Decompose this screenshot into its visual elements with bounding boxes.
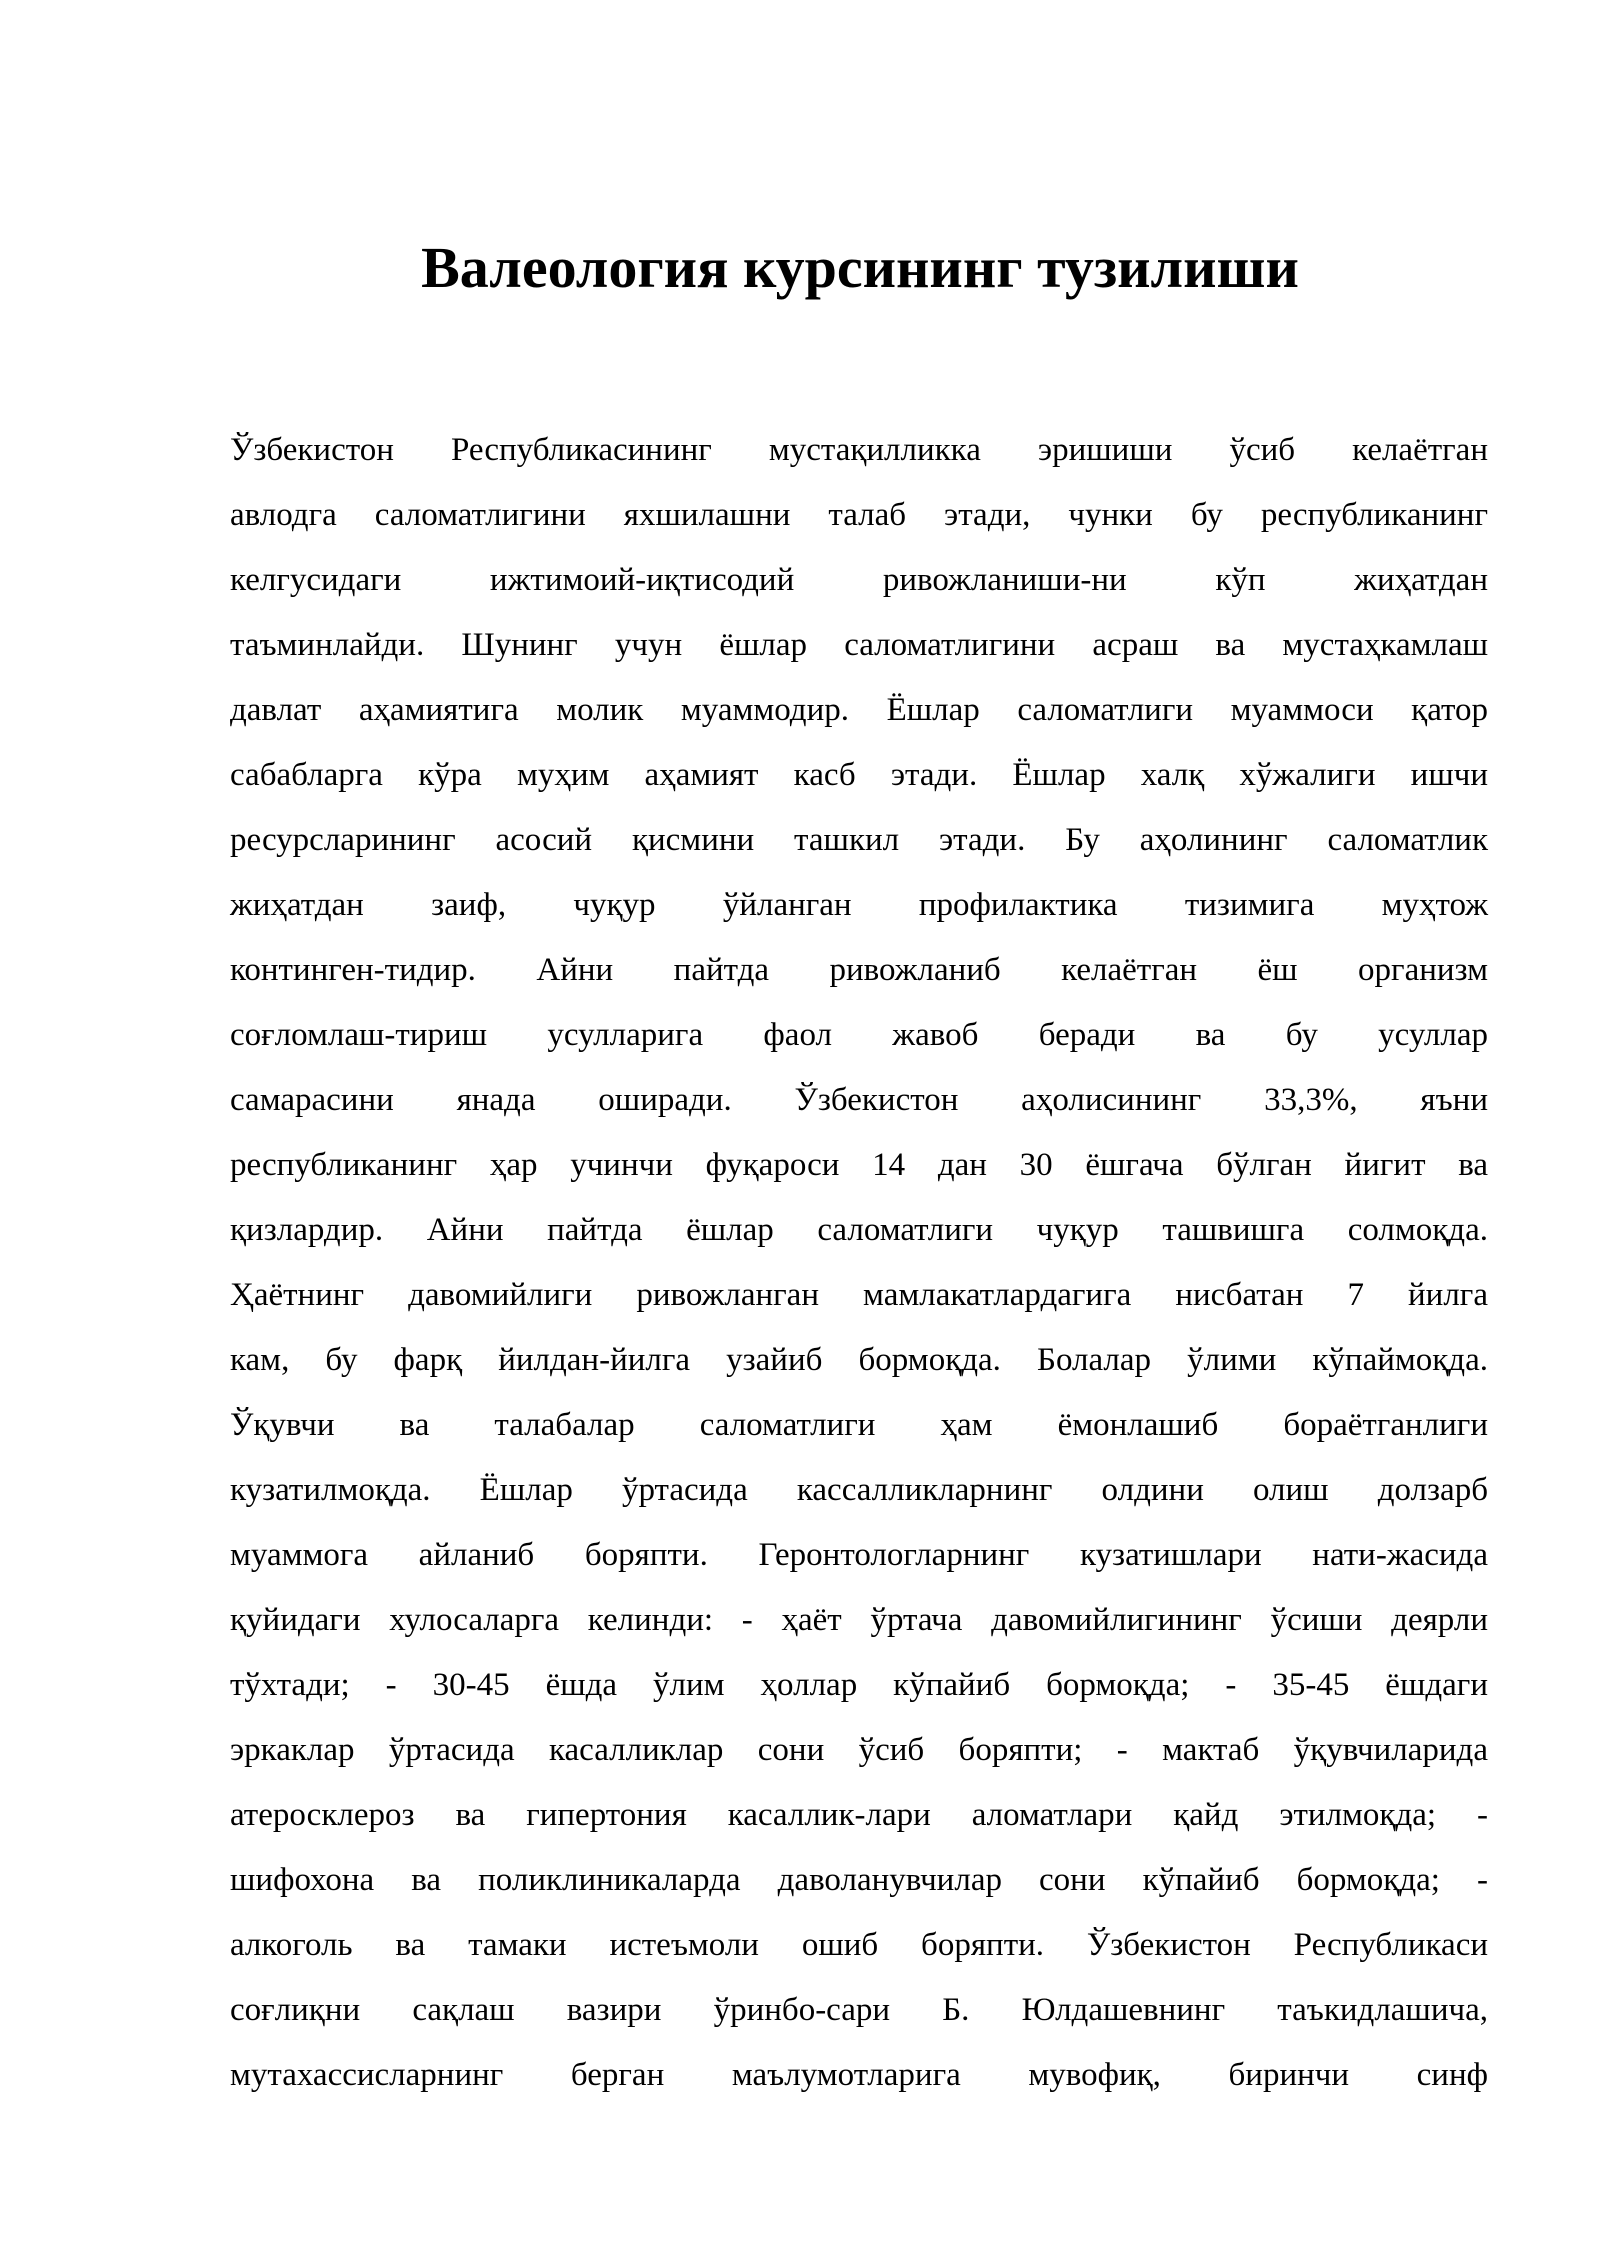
text-line: келгусидаги ижтимоий-иқтисодий ривожланиши-ни кўп жиҳатдан (230, 562, 1488, 598)
text-line: самарасини янада оширади. Ўзбекистон аҳолисининг 33,3%, яъни (230, 1082, 1488, 1118)
text-line: таъминлайди. Шунинг учун ёшлар саломатлигини асраш ва мустаҳкамлаш (230, 627, 1488, 663)
text-line: Ўзбекистон Республикасининг мустақилликка эришиши ўсиб келаётган (230, 432, 1488, 468)
text-line: давлат аҳамиятига молик муаммодир. Ёшлар саломатлиги муаммоси қатор (230, 692, 1488, 728)
text-line: атеросклероз ва гипертония касаллик-лари аломатлари қайд этилмоқда; - (230, 1797, 1488, 1833)
text-line: Ҳаётнинг давомийлиги ривожланган мамлакатлардагига нисбатан 7 йилга (230, 1277, 1488, 1313)
text-line: алкоголь ва тамаки истеъмоли ошиб боряпти. Ўзбекистон Республикаси (230, 1927, 1488, 1963)
text-line: континген-тидир. Айни пайтда ривожланиб келаётган ёш организм (230, 952, 1488, 988)
page-title: Валеология курсининг тузилиши (421, 235, 1299, 300)
body-paragraph (230, 418, 1488, 2108)
text-line: сабабларга кўра муҳим аҳамият касб этади. Ёшлар халқ хўжалиги ишчи (230, 757, 1488, 793)
text-line: соғлиқни сақлаш вазири ўринбо-сари Б. Юлдашевнинг таъкидлашича, (230, 1992, 1488, 2028)
text-line: қизлардир. Айни пайтда ёшлар саломатлиги чуқур ташвишга солмоқда. (230, 1212, 1488, 1248)
text-line: мутахассисларнинг берган маълумотларига мувофиқ, биринчи синф (230, 2057, 1488, 2093)
text-line: эркаклар ўртасида касалликлар сони ўсиб боряпти; - мактаб ўқувчиларида (230, 1732, 1488, 1768)
text-line: авлодга саломатлигини яхшилашни талаб этади, чунки бу республиканинг (230, 497, 1488, 533)
text-line: кузатилмоқда. Ёшлар ўртасида кассалликларнинг олдини олиш долзарб (230, 1472, 1488, 1508)
text-line: муаммога айланиб боряпти. Геронтологларнинг кузатишлари нати-жасида (230, 1537, 1488, 1573)
text-line: кам, бу фарқ йилдан-йилга узайиб бормоқда. Болалар ўлими кўпаймоқда. (230, 1342, 1488, 1378)
text-line: республиканинг ҳар учинчи фуқароси 14 дан 30 ёшгача бўлган йигит ва (230, 1147, 1488, 1183)
text-line: қуйидаги хулосаларга келинди: - ҳаёт ўртача давомийлигининг ўсиши деярли (230, 1602, 1488, 1638)
text-line: жиҳатдан заиф, чуқур ўйланган профилактика тизимига муҳтож (230, 887, 1488, 923)
text-line: Ўқувчи ва талабалар саломатлиги ҳам ёмонлашиб бораётганлиги (230, 1407, 1488, 1443)
text-line: соғломлаш-тириш усулларига фаол жавоб беради ва бу усуллар (230, 1017, 1488, 1053)
text-line: тўхтади; - 30-45 ёшда ўлим ҳоллар кўпайиб бормоқда; - 35-45 ёшдаги (230, 1667, 1488, 1703)
text-line: шифохона ва поликлиникаларда даволанувчилар сони кўпайиб бормоқда; - (230, 1862, 1488, 1898)
text-line: ресурсларининг асосий қисмини ташкил этади. Бу аҳолининг саломатлик (230, 822, 1488, 858)
